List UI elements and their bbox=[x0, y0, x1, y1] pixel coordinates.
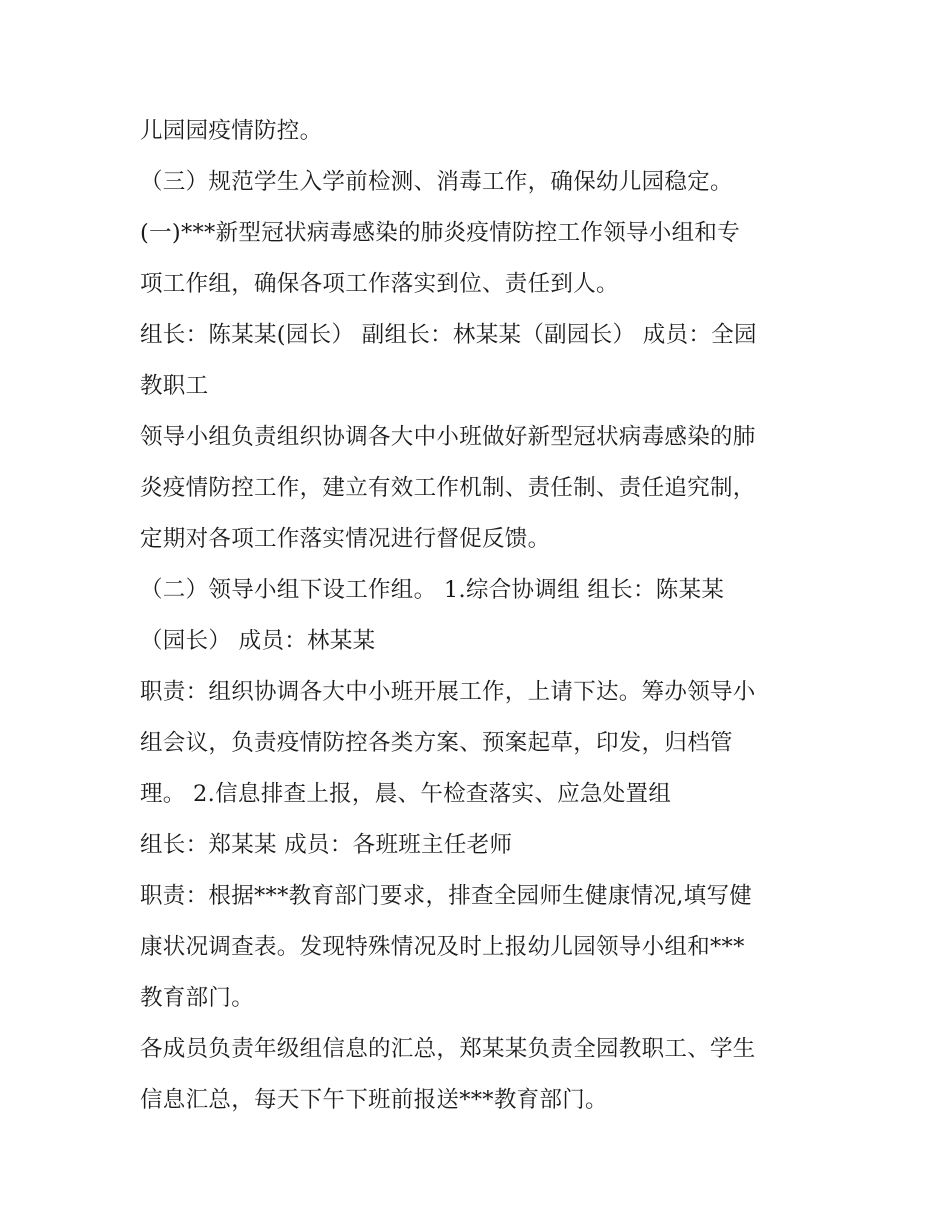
text-line: （二）领导小组下设工作组。 1.综合协调组 组长：陈某某 bbox=[140, 577, 725, 603]
text-line: 炎疫情防控工作，建立有效工作机制、责任制、责任追究制， bbox=[140, 475, 756, 501]
text-line: 教育部门。 bbox=[140, 985, 255, 1011]
text-line: 教职工 bbox=[140, 373, 209, 399]
text-line: 领导小组负责组织协调各大中小班做好新型冠状病毒感染的肺 bbox=[140, 424, 756, 450]
text-line: (一)***新型冠状病毒感染的肺炎疫情防控工作领导小组和专 bbox=[140, 220, 741, 246]
text-line: （园长） 成员：林某某 bbox=[140, 628, 376, 654]
text-line: 职责：根据***教育部门要求，排查全园师生健康情况,填写健 bbox=[140, 883, 753, 909]
text-line: 组长：陈某某(园长） 副组长：林某某（副园长） 成员：全园 bbox=[140, 322, 757, 348]
text-line: 康状况调查表。发现特殊情况及时上报幼儿园领导小组和*** bbox=[140, 934, 745, 960]
text-line: 组长：郑某某 成员：各班班主任老师 bbox=[140, 832, 513, 858]
text-line: 儿园园疫情防控。 bbox=[140, 118, 323, 144]
text-line: 项工作组，确保各项工作落实到位、责任到人。 bbox=[140, 271, 619, 297]
text-line: 各成员负责年级组信息的汇总，郑某某负责全园教职工、学生 bbox=[140, 1036, 756, 1062]
text-line: 定期对各项工作落实情况进行督促反馈。 bbox=[140, 526, 551, 552]
text-line: 理。 2.信息排查上报，晨、午检查落实、应急处置组 bbox=[140, 781, 672, 807]
text-line: 组会议，负责疫情防控各类方案、预案起草，印发，归档管 bbox=[140, 730, 733, 756]
text-line: 信息汇总，每天下午下班前报送***教育部门。 bbox=[140, 1087, 608, 1113]
text-line: 职责：组织协调各大中小班开展工作，上请下达。筹办领导小 bbox=[140, 679, 756, 705]
text-line: （三）规范学生入学前检测、消毒工作，确保幼儿园稳定。 bbox=[140, 169, 733, 195]
document-body bbox=[140, 106, 820, 1126]
